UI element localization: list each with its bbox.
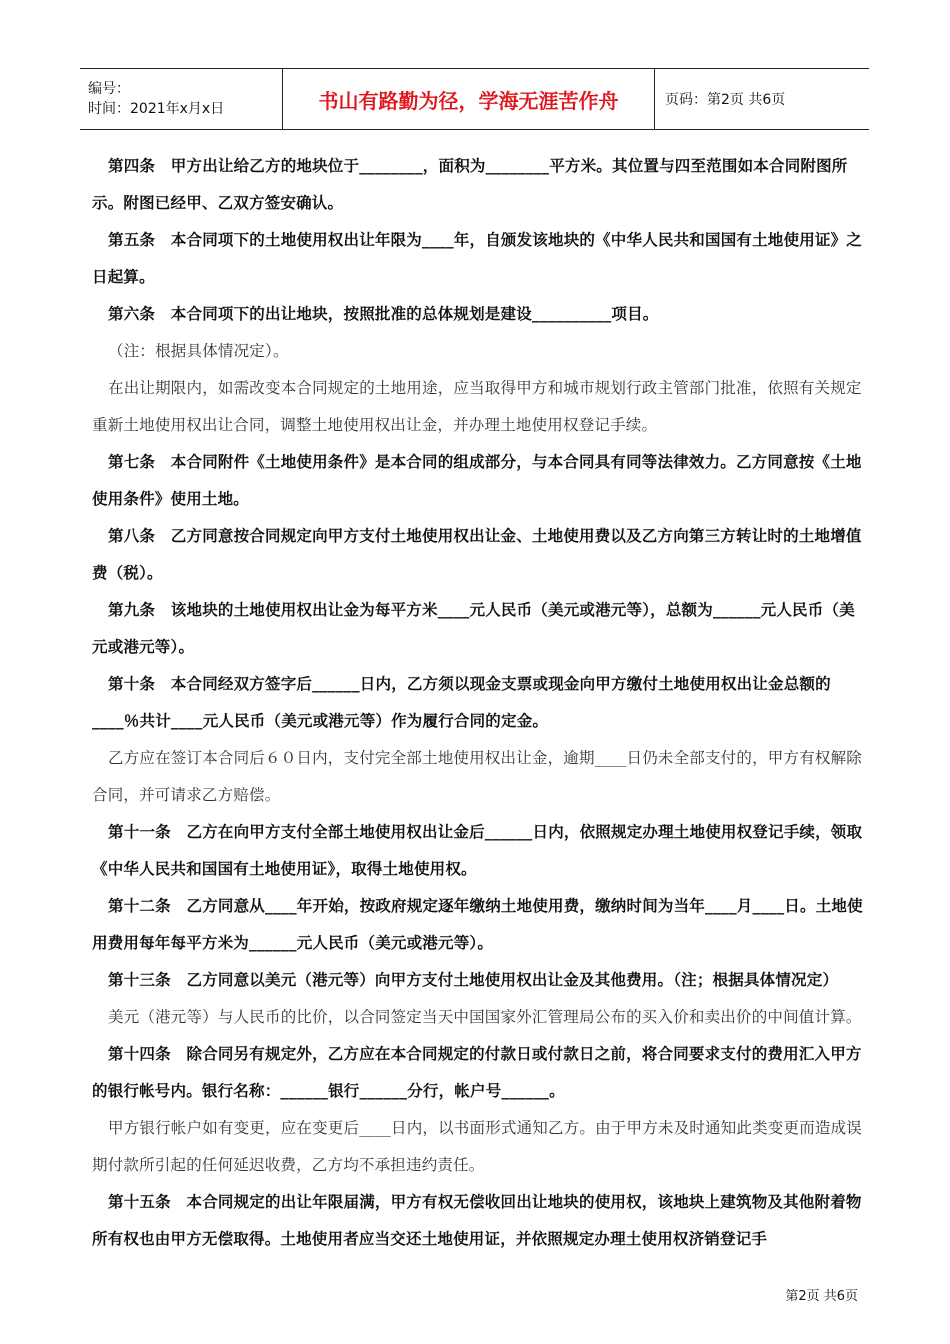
page-number-text: 页码：第2页 共6页 xyxy=(665,92,786,108)
contract-paragraph: 第十二条 乙方同意从____年开始，按政府规定逐年缴纳土地使用费，缴纳时间为当年____月____日。土地使用费用每年每平方米为______元人民币（美元或港元等）。 xyxy=(92,897,863,952)
contract-paragraph: 第四条 甲方出让给乙方的地块位于________，面积为________平方米。其位置与四至范围如本合同附图所示。附图已经甲、乙双方签安确认。 xyxy=(92,157,848,212)
header-meta xyxy=(80,69,282,129)
contract-paragraph: 第八条 乙方同意按合同规定向甲方支付土地使用权出让金、土地使用费以及乙方向第三方转让时的土地增值费（税）。 xyxy=(92,527,862,582)
contract-paragraph: 甲方银行帐户如有变更，应在变更后____日内，以书面形式通知乙方。由于甲方未及时通知此类变更而造成误期付款所引起的任何延迟收费，乙方均不承担违约责任。 xyxy=(92,1119,863,1174)
contract-paragraph: 第九条 该地块的土地使用权出让金为每平方米____元人民币（美元或港元等），总额为______元人民币（美元或港元等）。 xyxy=(92,601,855,656)
header-page-number xyxy=(655,69,869,129)
contract-paragraph: 在出让期限内，如需改变本合同规定的土地用途，应当取得甲方和城市规划行政主管部门批准，依照有关规定重新土地使用权出让合同，调整土地使用权出让金，并办理土地使用权登记手续。 xyxy=(92,379,862,434)
contract-paragraph: 第十四条 除合同另有规定外，乙方应在本合同规定的付款日或付款日之前，将合同要求支付的费用汇入甲方的银行帐号内。银行名称：______银行______分行，帐户号______。 xyxy=(92,1045,862,1100)
contract-paragraph: （注：根据具体情况定）。 xyxy=(108,342,289,360)
contract-paragraph: 第七条 本合同附件《土地使用条件》是本合同的组成部分，与本合同具有同等法律效力。乙方同意按《土地使用条件》使用土地。 xyxy=(92,453,862,508)
contract-paragraph: 第十五条 本合同规定的出让年限届满，甲方有权无偿收回出让地块的使用权，该地块上建筑物及其他附着物所有权也由甲方无偿取得。土地使用者应当交还土地使用证，并依照规定办理土使用权济销登记手 xyxy=(92,1193,862,1248)
contract-paragraph: 第六条 本合同项下的出让地块，按照批准的总体规划是建设__________项目。 xyxy=(108,305,659,323)
header-motto xyxy=(282,69,655,129)
contract-paragraph: 乙方应在签订本合同后６０日内，支付完全部土地使用权出让金，逾期____日仍未全部支付的，甲方有权解除合同，并可请求乙方赔偿。 xyxy=(92,749,863,804)
contract-paragraph: 第十条 本合同经双方签字后______日内，乙方须以现金支票或现金向甲方缴付土地使用权出让金总额的____％共计____元人民币（美元或港元等）作为履行合同的定金。 xyxy=(92,675,831,730)
document-number: 编号： xyxy=(88,81,130,97)
contract-paragraph: 第五条 本合同项下的土地使用权出让年限为____年，自颁发该地块的《中华人民共和国国有土地使用证》之日起算。 xyxy=(92,231,863,286)
page-footer: 第2页 共6页 xyxy=(785,1289,858,1304)
contract-paragraph: 美元（港元等）与人民币的比价，以合同签定当天中国国家外汇管理局公布的买入价和卖出价的中间值计算。 xyxy=(108,1008,862,1026)
document-date: 时间：2021年x月x日 xyxy=(88,101,225,117)
motto-text: 书山有路勤为径，学海无涯苦作舟 xyxy=(318,88,619,113)
contract-paragraph: 第十一条 乙方在向甲方支付全部土地使用权出让金后______日内，依照规定办理土地使用权登记手续，领取《中华人民共和国国有土地使用证》，取得土地使用权。 xyxy=(92,823,863,878)
contract-paragraph: 第十三条 乙方同意以美元（港元等）向甲方支付土地使用权出让金及其他费用。（注；根据具体情况定） xyxy=(108,971,839,989)
contract-body xyxy=(92,148,868,1258)
page-header xyxy=(80,68,869,130)
